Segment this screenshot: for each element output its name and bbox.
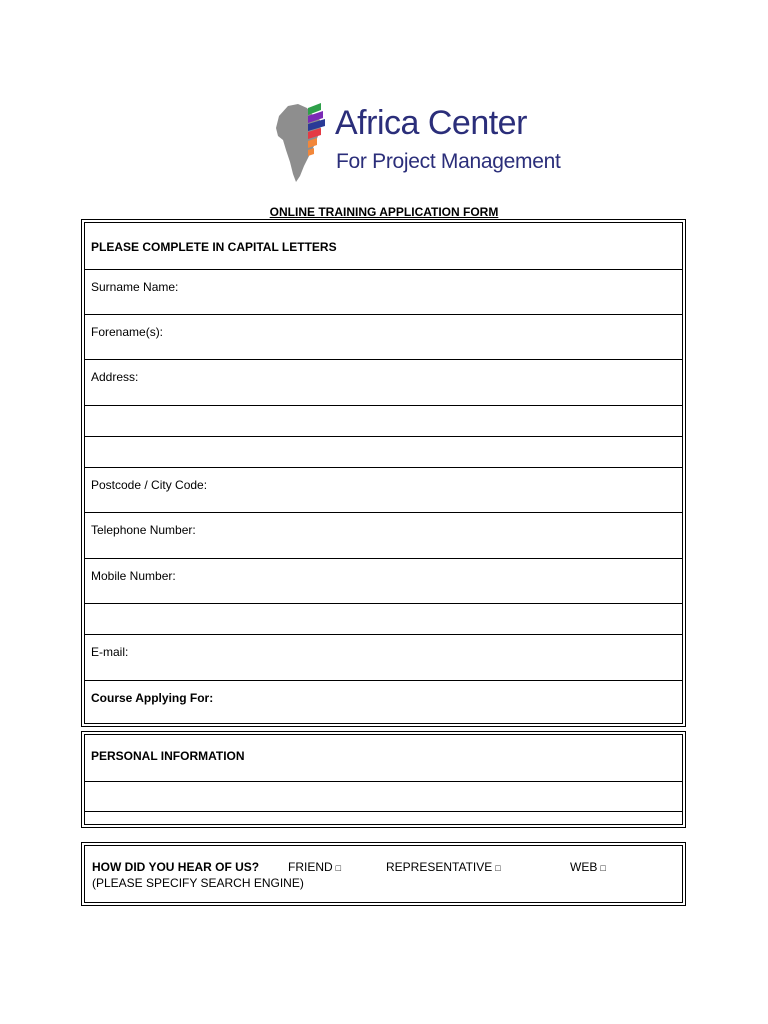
friend-checkbox[interactable]: □ [335, 863, 342, 873]
surname-field[interactable] [85, 269, 682, 314]
course-field[interactable] [85, 680, 682, 725]
personal-information-header-row [85, 735, 682, 781]
personal-information-section [81, 731, 686, 828]
instruction-label: PLEASE COMPLETE IN CAPITAL LETTERS [91, 240, 337, 254]
option-friend-label: FRIEND [288, 860, 333, 874]
email-field[interactable] [85, 634, 682, 680]
address-field[interactable] [85, 359, 682, 405]
address-label: Address: [91, 370, 139, 384]
address-line-3-field[interactable] [85, 436, 682, 467]
africa-map-logo-icon [274, 100, 334, 186]
option-representative[interactable] [386, 860, 501, 874]
personal-information-heading: PERSONAL INFORMATION [91, 749, 245, 763]
telephone-label: Telephone Number: [91, 523, 196, 537]
course-label: Course Applying For: [91, 691, 214, 705]
option-representative-label: REPRESENTATIVE [386, 860, 493, 874]
personal-info-field-1[interactable] [85, 781, 682, 811]
forename-label: Forename(s): [91, 325, 164, 339]
surname-label: Surname Name: [91, 280, 179, 294]
instruction-row [85, 223, 682, 269]
referral-question: HOW DID YOU HEAR OF US? [92, 860, 260, 874]
forename-field[interactable] [85, 314, 682, 359]
option-friend[interactable] [288, 860, 341, 874]
referral-section [81, 842, 686, 906]
postcode-label: Postcode / City Code: [91, 478, 208, 492]
address-line-2-field[interactable] [85, 405, 682, 436]
postcode-field[interactable] [85, 467, 682, 512]
logo [274, 100, 561, 186]
email-label: E-mail: [91, 645, 129, 659]
search-engine-note: (PLEASE SPECIFY SEARCH ENGINE) [92, 876, 304, 890]
personal-info-field-2[interactable] [85, 811, 682, 826]
logo-title: Africa Center [335, 104, 527, 142]
option-web-label: WEB [570, 860, 598, 874]
mobile-label: Mobile Number: [91, 569, 176, 583]
form-title: ONLINE TRAINING APPLICATION FORM [269, 205, 499, 219]
representative-checkbox[interactable]: □ [495, 863, 501, 873]
applicant-details-section [81, 219, 686, 727]
option-web[interactable] [570, 860, 606, 874]
mobile-field[interactable] [85, 558, 682, 603]
logo-subtitle: For Project Management [336, 150, 561, 173]
web-checkbox[interactable]: □ [600, 863, 606, 873]
telephone-field[interactable] [85, 512, 682, 558]
mobile-extra-field[interactable] [85, 603, 682, 634]
